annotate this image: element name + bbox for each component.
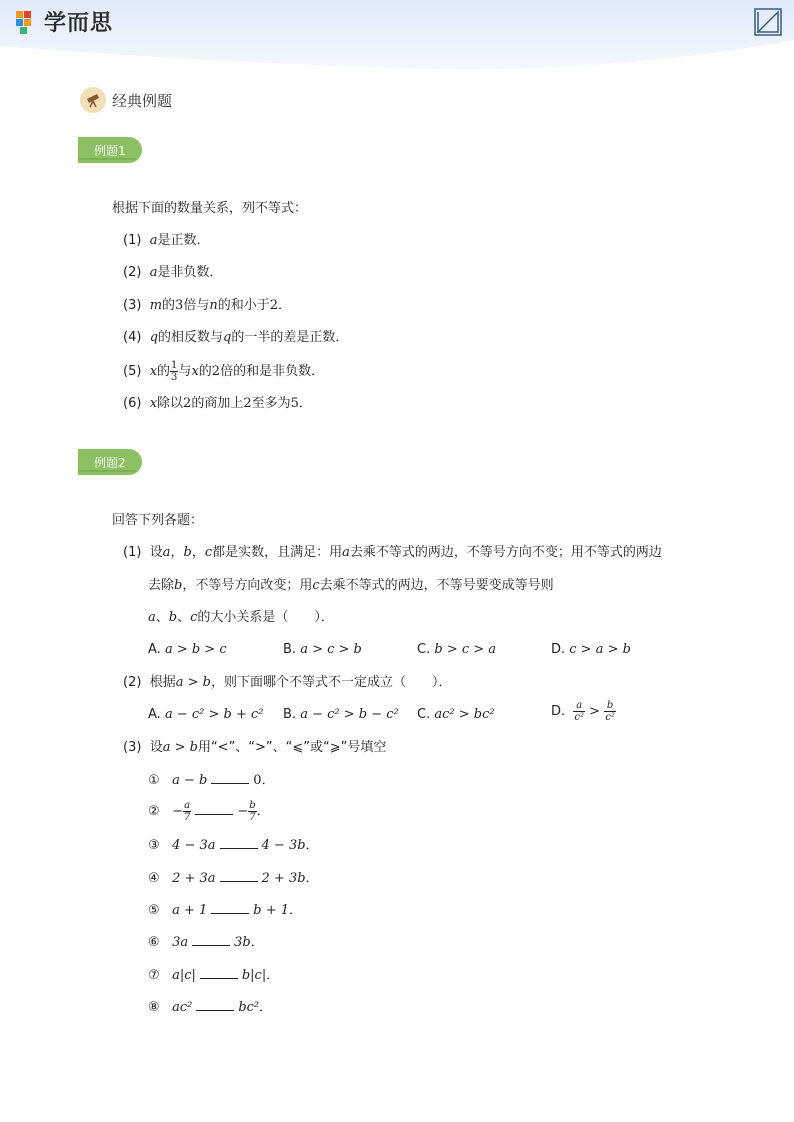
example2-q2-line: (2) 根据a > b，则下面哪个不等式不一定成立（ ）． bbox=[123, 675, 452, 690]
example2-q1-option-c: C. b > c > a bbox=[417, 642, 497, 657]
example1-tag-label: 例题1 bbox=[94, 144, 126, 158]
ruler-triangle-icon bbox=[754, 8, 782, 36]
example1-item-1: (1) a是正数． bbox=[123, 233, 210, 248]
brand-name: 学而思 bbox=[44, 11, 114, 36]
example2-q3-line: (3) 设a > b用“<”、“>”、“⩽”或“⩾”号填空 bbox=[123, 740, 387, 755]
example1-item-4: (4) q的相反数与q的一半的差是正数． bbox=[123, 330, 349, 345]
example2-q3-item-5: ⑤ a + 1 b + 1． bbox=[148, 903, 303, 918]
example2-q1-option-a: A. a > b > c bbox=[148, 642, 227, 657]
example1-intro: 根据下面的数量关系，列不等式： bbox=[112, 201, 308, 216]
example2-q2-option-c: C. ac² > bc² bbox=[417, 707, 495, 722]
section-title bbox=[80, 87, 172, 113]
answer-blank[interactable] bbox=[196, 998, 234, 1011]
example1-item-2: (2) a是非负数． bbox=[123, 265, 223, 280]
fraction-a-over-7: $\frac{a}{7}$ bbox=[183, 800, 191, 823]
example2-q3-item-3: ③ 4 − 3a 4 − 3b． bbox=[148, 838, 319, 853]
example2-q3-item-2: ② − $\frac{a}{7}$ − $\frac{b}{7}$ ． bbox=[148, 800, 270, 823]
example2-q3-item-4: ④ 2 + 3a 2 + 3b． bbox=[148, 871, 319, 886]
example2-intro: 回答下列各题： bbox=[112, 513, 204, 528]
example2-q2-option-a: A. a − c² > b + c² bbox=[148, 707, 264, 722]
section-title-text: 经典例题 bbox=[112, 91, 173, 110]
example2-q1-option-b: B. a > c > b bbox=[283, 642, 362, 657]
example2-q1-line2: 去除b，不等号方向改变；用c去乘不等式的两边，不等号要变成等号则 bbox=[148, 578, 554, 593]
header-wave-background bbox=[0, 0, 794, 70]
example2-q2-option-b: B. a − c² > b − c² bbox=[283, 707, 399, 722]
answer-blank[interactable] bbox=[192, 933, 230, 946]
fraction-a-over-c2: $\frac{a}{\text{c²}}$ bbox=[574, 700, 585, 723]
brand-logo bbox=[14, 6, 113, 37]
example2-q1-line3: a、b、c的大小关系是（ ）． bbox=[148, 610, 334, 625]
example2-q3-item-8: ⑧ ac² bc²． bbox=[148, 1000, 273, 1015]
answer-blank[interactable] bbox=[220, 836, 258, 849]
example2-q1-option-d: D. c > a > b bbox=[551, 642, 631, 657]
example2-q2-option-d: D. $\frac{a}{\text{c²}}$ > $\frac{b}{\text{c²}}$ bbox=[551, 700, 615, 723]
page-header bbox=[0, 0, 794, 70]
example1-item-3: (3) m的3倍与n的和小于2． bbox=[123, 298, 292, 313]
answer-blank[interactable] bbox=[220, 869, 258, 882]
answer-blank[interactable] bbox=[211, 901, 249, 914]
example2-q3-item-1: ① a − b 0． bbox=[148, 773, 275, 788]
answer-blank[interactable] bbox=[200, 966, 238, 979]
example1-tag bbox=[78, 137, 142, 163]
example1-item-6: (6) x除以2的商加上2至多为5． bbox=[123, 396, 312, 411]
answer-blank[interactable] bbox=[211, 771, 249, 784]
example2-q3-item-6: ⑥ 3a 3b． bbox=[148, 935, 264, 950]
logo-mark-icon bbox=[14, 9, 40, 35]
fraction-b-over-7: $\frac{b}{7}$ bbox=[249, 800, 256, 823]
fraction-one-third: $\frac{1}{3}$ bbox=[171, 360, 178, 383]
example2-q3-item-7: ⑦ a|c| b|c|． bbox=[148, 968, 280, 983]
example2-tag bbox=[78, 449, 142, 475]
example2-tag-label: 例题2 bbox=[94, 456, 126, 470]
example1-item-5: (5) x的 $\frac{1}{3}$ 与x的2倍的和是非负数． bbox=[123, 360, 325, 383]
answer-blank[interactable] bbox=[195, 802, 233, 815]
telescope-icon bbox=[80, 87, 106, 113]
example2-q1-line1: (1) 设a，b，c都是实数，且满足：用a去乘不等式的两边，不等号方向不变；用不等式的两边 bbox=[123, 545, 662, 560]
fraction-b-over-c2: $\frac{b}{\text{c²}}$ bbox=[605, 700, 615, 723]
